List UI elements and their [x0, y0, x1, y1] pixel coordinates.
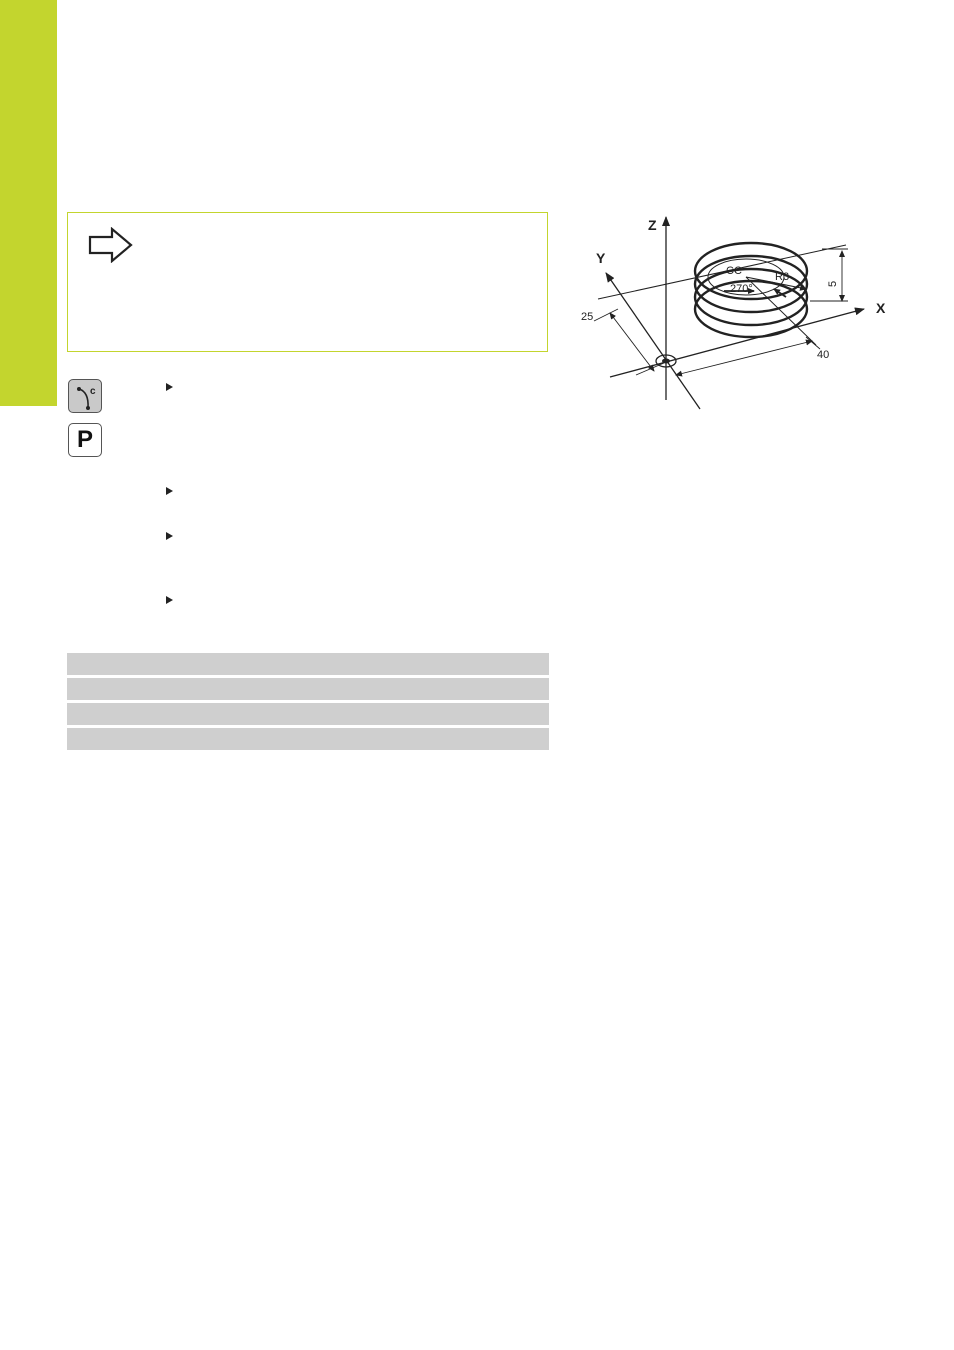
x-axis	[610, 309, 864, 377]
svg-text:c: c	[90, 386, 96, 397]
x-axis-label: X	[876, 300, 886, 316]
y-axis	[606, 273, 700, 409]
cc-label: CC	[726, 265, 742, 277]
triangle-bullet-icon	[166, 487, 173, 495]
z-axis-label: Z	[648, 217, 657, 233]
dimension-5-label: 5	[827, 280, 839, 287]
radius-label: R3	[775, 271, 790, 283]
angle-label: 270°	[730, 283, 753, 295]
dimension-40-label: 40	[817, 349, 830, 361]
right-arrow-icon	[88, 227, 134, 263]
polar-p-key-icon[interactable]	[68, 423, 102, 457]
dimension-25-label: 25	[581, 311, 594, 323]
triangle-bullet-icon	[166, 596, 173, 604]
table-row	[67, 703, 549, 725]
chapter-side-tab	[0, 0, 57, 406]
triangle-bullet-icon	[166, 383, 173, 391]
note-box	[67, 212, 548, 352]
helix-diagram	[574, 205, 904, 415]
table-row	[67, 728, 549, 750]
polar-key-label: P	[76, 426, 93, 453]
y-axis-label: Y	[596, 250, 606, 266]
triangle-bullet-icon	[166, 532, 173, 540]
table-row	[67, 653, 549, 675]
table-row	[67, 678, 549, 700]
circle-c-key-icon[interactable]	[68, 379, 102, 413]
helix-turn	[695, 269, 807, 325]
